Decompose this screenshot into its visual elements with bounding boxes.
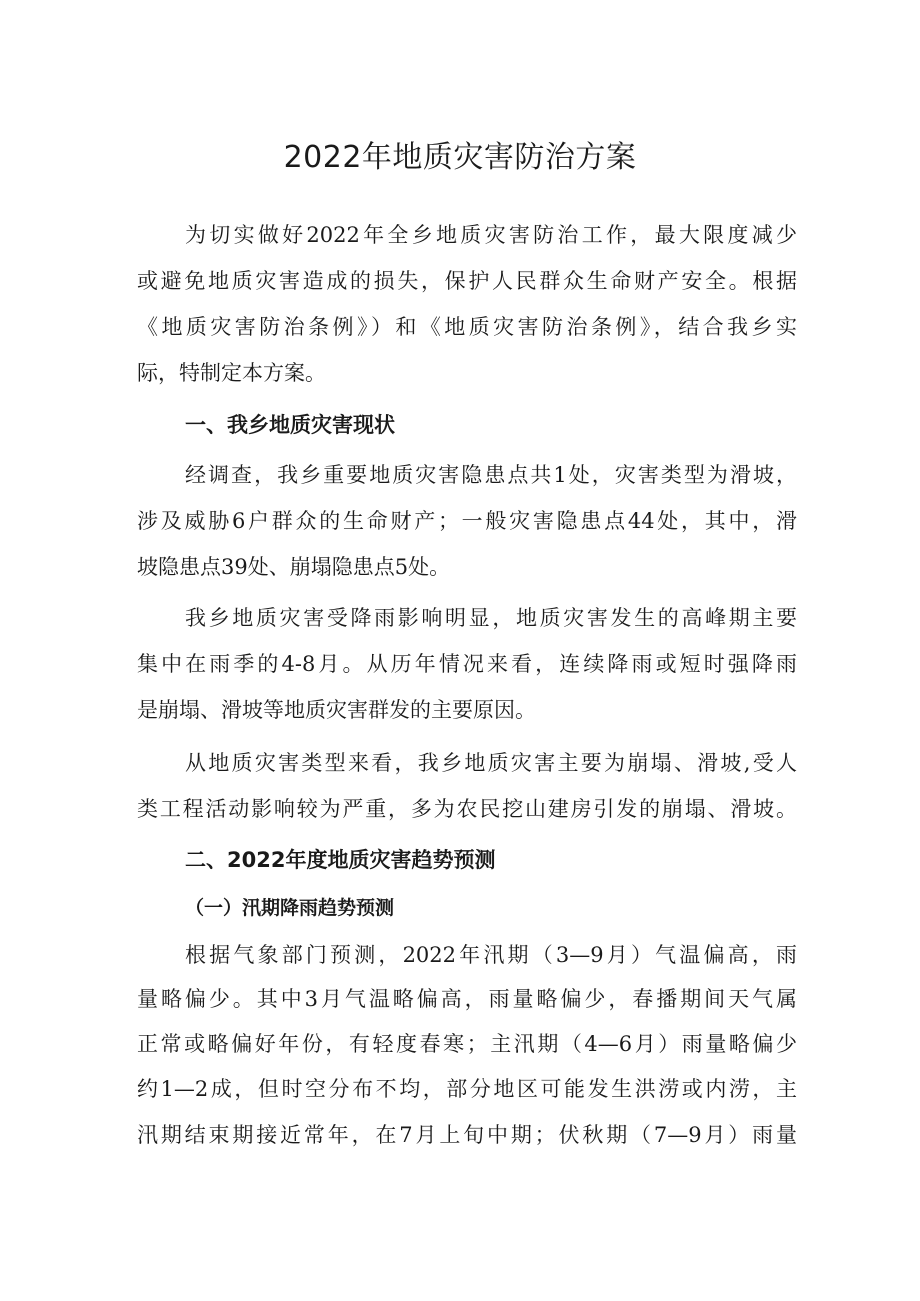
- intro-line-1: 为切实做好2022年全乡地质灾害防治工作，最大限度减少: [185, 223, 797, 247]
- section-2-subheading: （一）汛期降雨趋势预测: [185, 897, 395, 919]
- section-2-para-1-line-3: 正常或略偏好年份，有轻度春寒；主汛期（4—6月）雨量略偏少: [137, 1032, 797, 1056]
- section-1-para-1-line-1: 经调查，我乡重要地质灾害隐患点共1处，灾害类型为滑坡，: [185, 463, 797, 487]
- section-1-para-3-line-2: 类工程活动影响较为严重，多为农民挖山建房引发的崩塌、滑坡。: [137, 797, 797, 821]
- section-1-para-1-line-2: 涉及威胁6户群众的生命财产；一般灾害隐患点44处，其中，滑: [137, 509, 797, 533]
- section-1-para-3-line-1: 从地质灾害类型来看，我乡地质灾害主要为崩塌、滑坡,受人: [185, 751, 797, 775]
- intro-line-4: 际，特制定本方案。: [137, 361, 326, 385]
- section-1-para-2-line-3: 是崩塌、滑坡等地质灾害群发的主要原因。: [137, 698, 536, 722]
- section-2-para-1-line-2: 量略偏少。其中3月气温略偏高，雨量略偏少，春播期间天气属: [137, 987, 797, 1011]
- section-2-para-1-line-1: 根据气象部门预测，2022年汛期（3—9月）气温偏高，雨: [185, 943, 797, 967]
- document-title: 2022年地质灾害防治方案: [283, 140, 637, 175]
- intro-line-3: 《地质灾害防治条例》）和《地质灾害防治条例》，结合我乡实: [137, 315, 797, 339]
- intro-line-2: 或避免地质灾害造成的损失，保护人民群众生命财产安全。根据: [137, 269, 797, 293]
- section-1-para-2-line-1: 我乡地质灾害受降雨影响明显，地质灾害发生的高峰期主要: [185, 606, 797, 630]
- section-2-para-1-line-5: 汛期结束期接近常年，在7月上旬中期；伏秋期（7—9月）雨量: [137, 1123, 797, 1147]
- section-2-para-1-line-4: 约1—2成，但时空分布不均，部分地区可能发生洪涝或内涝，主: [137, 1077, 797, 1101]
- section-2-heading: 二、2022年度地质灾害趋势预测: [185, 848, 496, 872]
- section-1-para-2-line-2: 集中在雨季的4-8月。从历年情况来看，连续降雨或短时强降雨: [137, 652, 797, 676]
- section-1-heading: 一、我乡地质灾害现状: [185, 413, 395, 437]
- section-1-para-1-line-3: 坡隐患点39处、崩塌隐患点5处。: [137, 555, 451, 579]
